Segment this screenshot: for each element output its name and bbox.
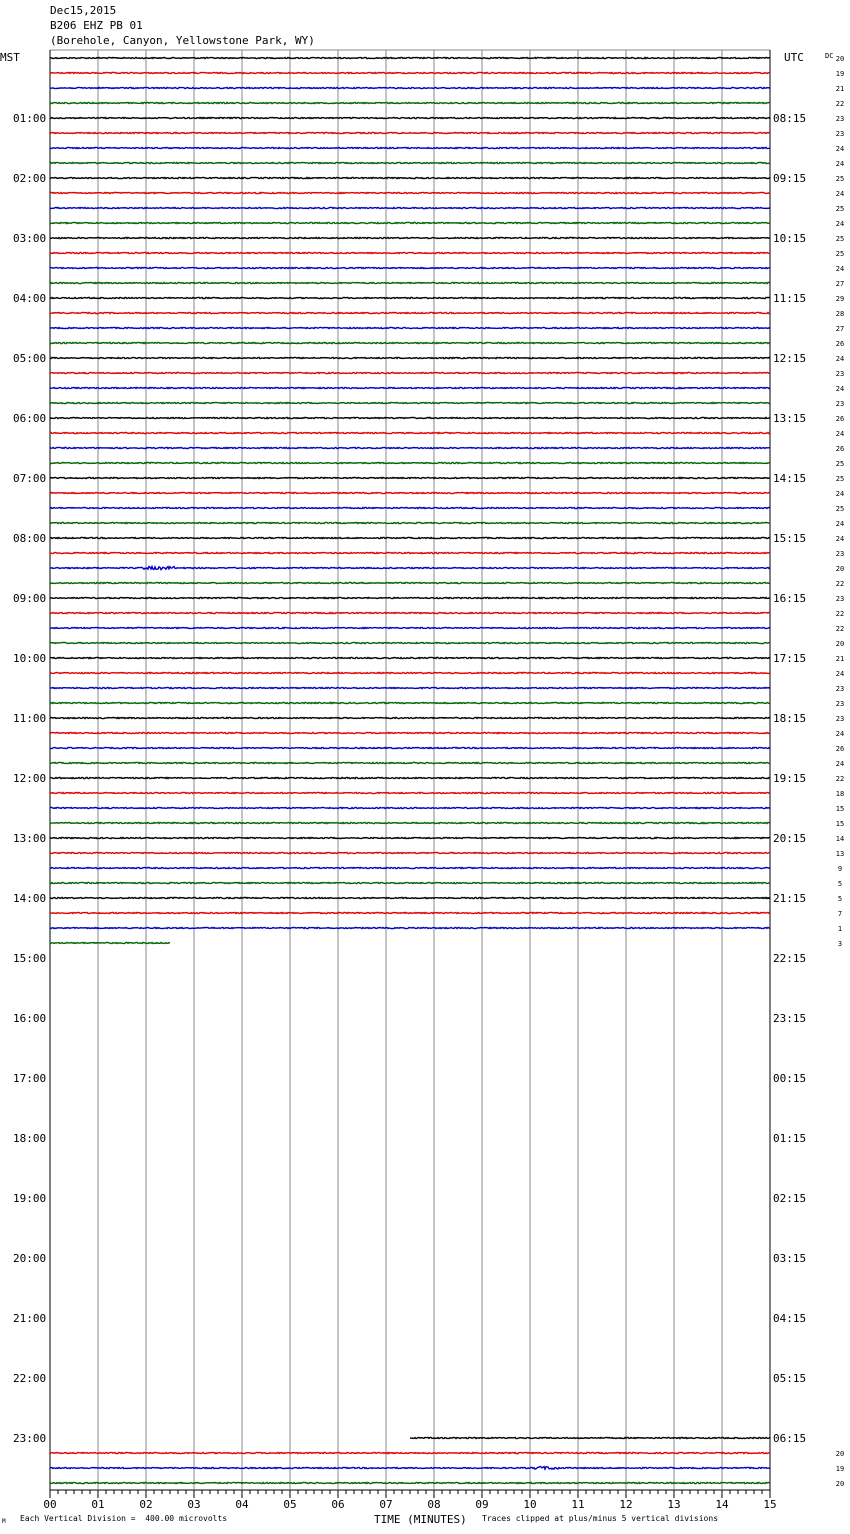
- x-tick-label: 15: [763, 1498, 777, 1511]
- seismic-trace: [50, 912, 770, 913]
- plot-date: Dec15,2015: [50, 4, 117, 17]
- seismic-trace: [50, 342, 770, 343]
- dc-value: 23: [835, 115, 845, 123]
- mst-hour-label: 04:00: [13, 292, 47, 305]
- seismic-trace: [50, 177, 770, 178]
- seismic-trace: [50, 882, 770, 883]
- seismic-trace: [50, 57, 770, 58]
- seismic-trace: [50, 447, 770, 448]
- utc-hour-label: 11:15: [773, 292, 807, 305]
- seismic-trace: [50, 267, 770, 268]
- seismic-trace: [50, 687, 770, 688]
- dc-value: 23: [835, 130, 845, 138]
- seismic-trace: [50, 282, 770, 283]
- utc-hour-label: 22:15: [773, 952, 807, 965]
- mst-hour-label: 07:00: [13, 472, 47, 485]
- seismic-trace: [50, 102, 770, 103]
- utc-hour-label: 06:15: [773, 1432, 807, 1445]
- x-tick-label: 07: [379, 1498, 393, 1511]
- dc-value: 24: [835, 355, 845, 363]
- seismic-trace: [50, 387, 770, 388]
- seismic-trace: [50, 87, 770, 88]
- dc-value: 26: [835, 745, 845, 753]
- dc-value: 25: [835, 175, 845, 183]
- utc-hour-label: 21:15: [773, 892, 807, 905]
- mst-hour-label: 10:00: [13, 652, 47, 665]
- dc-value: 23: [835, 550, 845, 558]
- mst-hour-label: 23:00: [13, 1432, 47, 1445]
- seismic-trace: [50, 657, 770, 658]
- dc-value: 20: [835, 1450, 845, 1458]
- seismic-trace: [50, 222, 770, 223]
- mst-hour-label: 01:00: [13, 112, 47, 125]
- dc-value: 18: [835, 790, 845, 798]
- utc-hour-label: 10:15: [773, 232, 807, 245]
- x-axis-label: TIME (MINUTES): [374, 1513, 467, 1526]
- x-tick-label: 09: [475, 1498, 489, 1511]
- mst-hour-label: 22:00: [13, 1372, 47, 1385]
- x-tick-label: 01: [91, 1498, 105, 1511]
- seismic-trace: [50, 462, 770, 463]
- seismic-trace: [50, 1452, 770, 1453]
- seismic-trace: [50, 1482, 770, 1483]
- utc-hour-label: 03:15: [773, 1252, 807, 1265]
- dc-value: 15: [835, 820, 845, 828]
- mst-axis-label: MST: [0, 51, 20, 64]
- x-tick-label: 12: [619, 1498, 633, 1511]
- station-code: B206 EHZ PB 01: [50, 19, 143, 32]
- mst-hour-label: 17:00: [13, 1072, 47, 1085]
- dc-value: 7: [837, 910, 843, 918]
- utc-hour-label: 01:15: [773, 1132, 807, 1145]
- mst-hour-label: 14:00: [13, 892, 47, 905]
- seismic-trace: [50, 762, 770, 763]
- dc-value: 21: [835, 655, 845, 663]
- dc-value: 19: [835, 70, 845, 78]
- seismic-trace: [50, 372, 770, 373]
- seismic-trace: [50, 117, 770, 118]
- scale-note: Each Vertical Division = 400.00 microvolts: [20, 1514, 228, 1523]
- mst-hour-label: 20:00: [13, 1252, 47, 1265]
- seismic-trace: [50, 822, 770, 823]
- dc-value: 22: [835, 100, 845, 108]
- mst-hour-label: 09:00: [13, 592, 47, 605]
- seismic-trace: [50, 942, 170, 943]
- dc-value: 24: [835, 760, 845, 768]
- dc-value: 25: [835, 235, 845, 243]
- dc-value: 27: [835, 280, 845, 288]
- dc-value: 13: [835, 850, 845, 858]
- seismic-trace: [50, 132, 770, 133]
- dc-value: 25: [835, 475, 845, 483]
- seismic-trace: [50, 867, 770, 868]
- x-tick-label: 02: [139, 1498, 153, 1511]
- utc-hour-label: 23:15: [773, 1012, 807, 1025]
- seismic-trace: [50, 522, 770, 523]
- seismic-trace: [50, 162, 770, 163]
- x-tick-label: 14: [715, 1498, 729, 1511]
- x-tick-label: 11: [571, 1498, 585, 1511]
- mst-hour-label: 13:00: [13, 832, 47, 845]
- dc-value: 23: [835, 370, 845, 378]
- x-tick-label: 05: [283, 1498, 297, 1511]
- dc-value: 22: [835, 775, 845, 783]
- seismic-trace: [50, 792, 770, 793]
- dc-value: 5: [837, 895, 843, 903]
- utc-hour-label: 17:15: [773, 652, 807, 665]
- seismic-trace: [50, 927, 770, 928]
- seismic-trace: [50, 1467, 770, 1470]
- seismic-trace: [50, 717, 770, 718]
- seismic-trace: [50, 732, 770, 733]
- seismic-trace: [50, 312, 770, 313]
- dc-value: 26: [835, 340, 845, 348]
- dc-value: 23: [835, 700, 845, 708]
- utc-hour-label: 04:15: [773, 1312, 807, 1325]
- seismic-trace: [50, 492, 770, 493]
- dc-value: 20: [835, 640, 845, 648]
- mst-hour-label: 21:00: [13, 1312, 47, 1325]
- dc-value: 29: [835, 295, 845, 303]
- seismic-trace: [50, 897, 770, 898]
- seismic-trace: [50, 537, 770, 538]
- dc-value: 22: [835, 610, 845, 618]
- utc-hour-label: 14:15: [773, 472, 807, 485]
- seismic-trace: [50, 417, 770, 418]
- dc-value: 27: [835, 325, 845, 333]
- mst-hour-label: 06:00: [13, 412, 47, 425]
- dc-value: 24: [835, 145, 845, 153]
- dc-value: 25: [835, 505, 845, 513]
- dc-value: 22: [835, 580, 845, 588]
- seismic-trace: [50, 72, 770, 73]
- seismic-trace: [410, 1437, 770, 1438]
- utc-hour-label: 05:15: [773, 1372, 807, 1385]
- seismic-trace: [50, 777, 770, 778]
- dc-value: 3: [837, 940, 843, 948]
- mst-hour-label: 02:00: [13, 172, 47, 185]
- seismic-traces: [50, 57, 770, 1483]
- seismic-trace: [50, 552, 770, 553]
- dc-value: 28: [835, 310, 845, 318]
- dc-value: 15: [835, 805, 845, 813]
- utc-hour-label: 20:15: [773, 832, 807, 845]
- dc-value: 5: [837, 880, 843, 888]
- utc-hour-label: 08:15: [773, 112, 807, 125]
- dc-value: 24: [835, 490, 845, 498]
- seismic-trace: [50, 327, 770, 328]
- dc-value: 20: [835, 1480, 845, 1488]
- x-tick-label: 06: [331, 1498, 345, 1511]
- dc-value: 23: [835, 715, 845, 723]
- x-tick-label: 03: [187, 1498, 201, 1511]
- seismic-trace: [50, 672, 770, 673]
- dc-value: 20: [835, 565, 845, 573]
- dc-value: 1: [837, 925, 843, 933]
- seismic-trace: [50, 402, 770, 403]
- dc-value: 24: [835, 385, 845, 393]
- dc-value: 23: [835, 595, 845, 603]
- utc-hour-label: 02:15: [773, 1192, 807, 1205]
- utc-hour-label: 18:15: [773, 712, 807, 725]
- seismic-trace: [50, 702, 770, 703]
- dc-value: 23: [835, 400, 845, 408]
- seismic-trace: [50, 207, 770, 208]
- dc-value: 23: [835, 685, 845, 693]
- seismic-trace: [50, 582, 770, 583]
- x-tick-label: 13: [667, 1498, 681, 1511]
- dc-value: 19: [835, 1465, 845, 1473]
- dc-value: 24: [835, 430, 845, 438]
- corner-mark: M: [2, 1518, 6, 1525]
- dc-value: 25: [835, 460, 845, 468]
- seismic-trace: [50, 432, 770, 433]
- dc-value: 14: [835, 835, 845, 843]
- dc-value: 24: [835, 730, 845, 738]
- mst-hour-label: 11:00: [13, 712, 47, 725]
- seismic-trace: [50, 252, 770, 253]
- dc-value: 24: [835, 190, 845, 198]
- utc-hour-label: 16:15: [773, 592, 807, 605]
- mst-hour-label: 12:00: [13, 772, 47, 785]
- dc-value: 20: [835, 55, 845, 63]
- seismic-trace: [50, 612, 770, 613]
- dc-value: 24: [835, 535, 845, 543]
- seismic-trace: [50, 642, 770, 643]
- dc-value: 26: [835, 445, 845, 453]
- seismic-trace: [50, 566, 770, 569]
- mst-hour-label: 03:00: [13, 232, 47, 245]
- dc-value: 25: [835, 205, 845, 213]
- dc-value: 24: [835, 265, 845, 273]
- mst-hour-label: 18:00: [13, 1132, 47, 1145]
- seismic-trace: [50, 627, 770, 628]
- mst-hour-label: 08:00: [13, 532, 47, 545]
- clip-note: Traces clipped at plus/minus 5 vertical divisions: [482, 1514, 719, 1523]
- mst-hour-label: 15:00: [13, 952, 47, 965]
- dc-offset-label: DC: [825, 52, 834, 60]
- seismic-trace: [50, 807, 770, 808]
- x-tick-label: 10: [523, 1498, 537, 1511]
- seismic-trace: [50, 852, 770, 853]
- mst-hour-label: 19:00: [13, 1192, 47, 1205]
- x-tick-label: 04: [235, 1498, 249, 1511]
- dc-value: 21: [835, 85, 845, 93]
- utc-hour-label: 19:15: [773, 772, 807, 785]
- dc-value: 22: [835, 625, 845, 633]
- seismic-trace: [50, 147, 770, 148]
- seismic-trace: [50, 237, 770, 238]
- seismic-trace: [50, 747, 770, 748]
- x-tick-label: 08: [427, 1498, 441, 1511]
- dc-value: 24: [835, 670, 845, 678]
- utc-hour-label: 09:15: [773, 172, 807, 185]
- station-location: (Borehole, Canyon, Yellowstone Park, WY): [50, 34, 315, 47]
- dc-value: 24: [835, 160, 845, 168]
- utc-hour-label: 13:15: [773, 412, 807, 425]
- seismic-trace: [50, 837, 770, 838]
- axis-labels: [0, 51, 844, 1526]
- utc-hour-label: 00:15: [773, 1072, 807, 1085]
- utc-hour-label: 15:15: [773, 532, 807, 545]
- dc-value: 24: [835, 520, 845, 528]
- dc-value: 9: [837, 865, 843, 873]
- mst-hour-label: 05:00: [13, 352, 47, 365]
- seismic-trace: [50, 507, 770, 508]
- dc-value: 24: [835, 220, 845, 228]
- seismic-trace: [50, 297, 770, 298]
- x-tick-label: 00: [43, 1498, 57, 1511]
- utc-hour-label: 12:15: [773, 352, 807, 365]
- dc-value: 25: [835, 250, 845, 258]
- utc-axis-label: UTC: [784, 51, 804, 64]
- seismic-trace: [50, 597, 770, 598]
- dc-value: 26: [835, 415, 845, 423]
- seismic-trace: [50, 192, 770, 193]
- mst-hour-label: 16:00: [13, 1012, 47, 1025]
- seismic-trace: [50, 477, 770, 478]
- seismic-trace: [50, 357, 770, 358]
